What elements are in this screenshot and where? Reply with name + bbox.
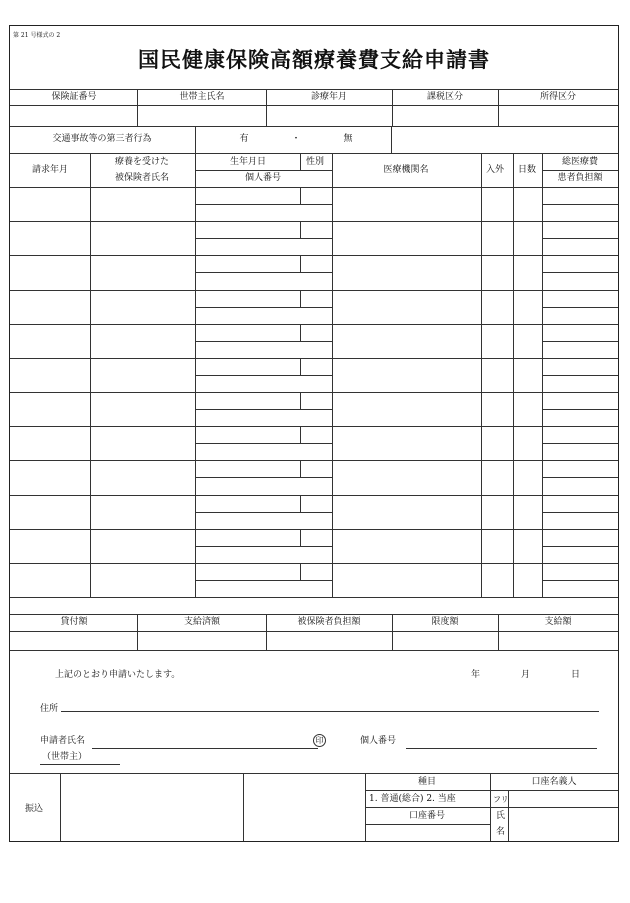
- declaration-day: 日: [571, 670, 581, 680]
- rule: [60, 773, 61, 841]
- rule: [10, 597, 618, 598]
- rule: [90, 153, 91, 597]
- rule: [10, 614, 618, 615]
- header-tax-class: 課税区分: [426, 92, 464, 102]
- furigana-label: フリ: [493, 795, 509, 804]
- header-patient-burden: 患者負担額: [557, 173, 603, 183]
- form-number: 第 21 号様式の 2: [13, 32, 61, 39]
- summary-limit: 限度額: [431, 617, 459, 627]
- third-party-dot: ・: [291, 134, 301, 144]
- row-separator: [10, 221, 618, 222]
- row-separator: [10, 324, 618, 325]
- row-subline: [195, 580, 332, 581]
- rule: [365, 824, 490, 825]
- seal-mark: 印: [313, 734, 326, 747]
- account-no-header: 口座番号: [408, 811, 446, 821]
- declaration-month: 月: [521, 670, 531, 680]
- rule: [392, 614, 393, 650]
- account-type-options[interactable]: 1. 普通(総合) 2. 当座: [369, 794, 456, 804]
- row-subline: [195, 512, 332, 513]
- rule: [137, 89, 138, 126]
- row-subline: [195, 546, 332, 547]
- row-separator: [10, 290, 618, 291]
- summary-paid: 支給済額: [183, 617, 221, 627]
- row-subline: [195, 238, 332, 239]
- gender-divider: [300, 529, 301, 546]
- row-subline: [542, 580, 618, 581]
- summary-payment: 支給額: [544, 617, 572, 627]
- header-treatment-month: 診療年月: [310, 92, 348, 102]
- rule: [195, 126, 196, 153]
- header-birth-date: 生年月日: [229, 157, 267, 167]
- personal-no-field[interactable]: [406, 748, 597, 749]
- rule: [266, 614, 267, 650]
- name-label-1: 氏: [496, 811, 506, 821]
- personal-no-label: 個人番号: [360, 736, 397, 746]
- row-subline: [542, 443, 618, 444]
- gender-divider: [300, 221, 301, 238]
- header-institution: 医療機関名: [383, 165, 429, 175]
- header-insurance-no: 保険証番号: [51, 92, 97, 102]
- rule: [391, 126, 392, 153]
- row-subline: [542, 238, 618, 239]
- third-party-no: 無: [343, 134, 353, 144]
- gender-divider: [300, 392, 301, 409]
- header-personal-no: 個人番号: [244, 173, 282, 183]
- row-subline: [542, 272, 618, 273]
- row-separator: [10, 426, 618, 427]
- account-holder-header: 口座名義人: [531, 777, 577, 787]
- row-subline: [542, 341, 618, 342]
- row-subline: [542, 204, 618, 205]
- rule: [498, 614, 499, 650]
- rule: [10, 187, 618, 188]
- header-patient-line2: 被保険者氏名: [114, 173, 170, 183]
- rule: [481, 153, 482, 597]
- rule: [10, 105, 618, 106]
- rule: [392, 89, 393, 126]
- gender-divider: [300, 426, 301, 443]
- householder-label: （世帯主）: [42, 752, 88, 762]
- rule: [513, 153, 514, 597]
- rule: [10, 153, 618, 154]
- rule: [332, 153, 333, 597]
- third-party-label: 交通事故等の第三者行為: [52, 134, 152, 144]
- row-separator: [10, 358, 618, 359]
- gender-divider: [300, 460, 301, 477]
- row-separator: [10, 529, 618, 530]
- row-subline: [542, 307, 618, 308]
- gender-divider: [300, 187, 301, 204]
- row-subline: [195, 409, 332, 410]
- header-days: 日数: [517, 165, 537, 175]
- gender-divider: [300, 255, 301, 272]
- row-subline: [195, 443, 332, 444]
- rule: [137, 614, 138, 650]
- row-separator: [10, 255, 618, 256]
- third-party-yes: 有: [239, 134, 249, 144]
- header-claim-month: 請求年月: [31, 165, 69, 175]
- address-field[interactable]: [61, 711, 599, 712]
- header-in-out: 入外: [485, 165, 505, 175]
- applicant-name-field[interactable]: [92, 748, 318, 749]
- gender-divider: [300, 324, 301, 341]
- row-separator: [10, 460, 618, 461]
- declaration-year: 年: [471, 670, 481, 680]
- row-subline: [542, 477, 618, 478]
- gender-divider: [300, 495, 301, 512]
- row-subline: [195, 477, 332, 478]
- row-subline: [195, 272, 332, 273]
- rule: [10, 126, 618, 127]
- row-subline: [195, 375, 332, 376]
- transfer-type-header: 種目: [417, 777, 437, 787]
- gender-divider: [300, 290, 301, 307]
- row-subline: [195, 204, 332, 205]
- address-label: 住所: [40, 704, 59, 714]
- header-householder-name: 世帯主氏名: [179, 92, 225, 102]
- rule: [542, 170, 618, 171]
- header-patient-line1: 療養を受けた: [114, 157, 170, 167]
- summary-insured-burden: 被保険者負担額: [297, 617, 361, 627]
- header-total-cost: 総医療費: [561, 157, 599, 167]
- rule: [300, 153, 301, 170]
- form-title: 国民健康保険高額療養費支給申請書: [138, 48, 490, 72]
- rule: [243, 773, 244, 841]
- application-form: [9, 25, 619, 842]
- row-subline: [542, 409, 618, 410]
- summary-loan: 貸付額: [60, 617, 88, 627]
- rule: [498, 89, 499, 126]
- row-subline: [542, 546, 618, 547]
- rule: [10, 89, 618, 90]
- name-label-2: 名: [496, 827, 506, 837]
- rule: [10, 773, 618, 774]
- row-subline: [542, 375, 618, 376]
- row-separator: [10, 495, 618, 496]
- header-gender: 性別: [305, 157, 325, 167]
- rule: [195, 170, 332, 171]
- rule: [10, 650, 618, 651]
- row-subline: [542, 512, 618, 513]
- row-subline: [195, 307, 332, 308]
- gender-divider: [300, 563, 301, 580]
- rule: [10, 631, 618, 632]
- header-income-class: 所得区分: [539, 92, 577, 102]
- row-subline: [195, 341, 332, 342]
- rule: [266, 89, 267, 126]
- row-separator: [10, 392, 618, 393]
- declaration-text: 上記のとおり申請いたします。: [55, 670, 181, 680]
- gender-divider: [300, 358, 301, 375]
- row-separator: [10, 563, 618, 564]
- transfer-label: 振込: [25, 804, 44, 814]
- applicant-label: 申請者氏名: [40, 736, 86, 746]
- rule: [365, 790, 618, 791]
- householder-underline: [40, 764, 120, 765]
- rule: [365, 807, 618, 808]
